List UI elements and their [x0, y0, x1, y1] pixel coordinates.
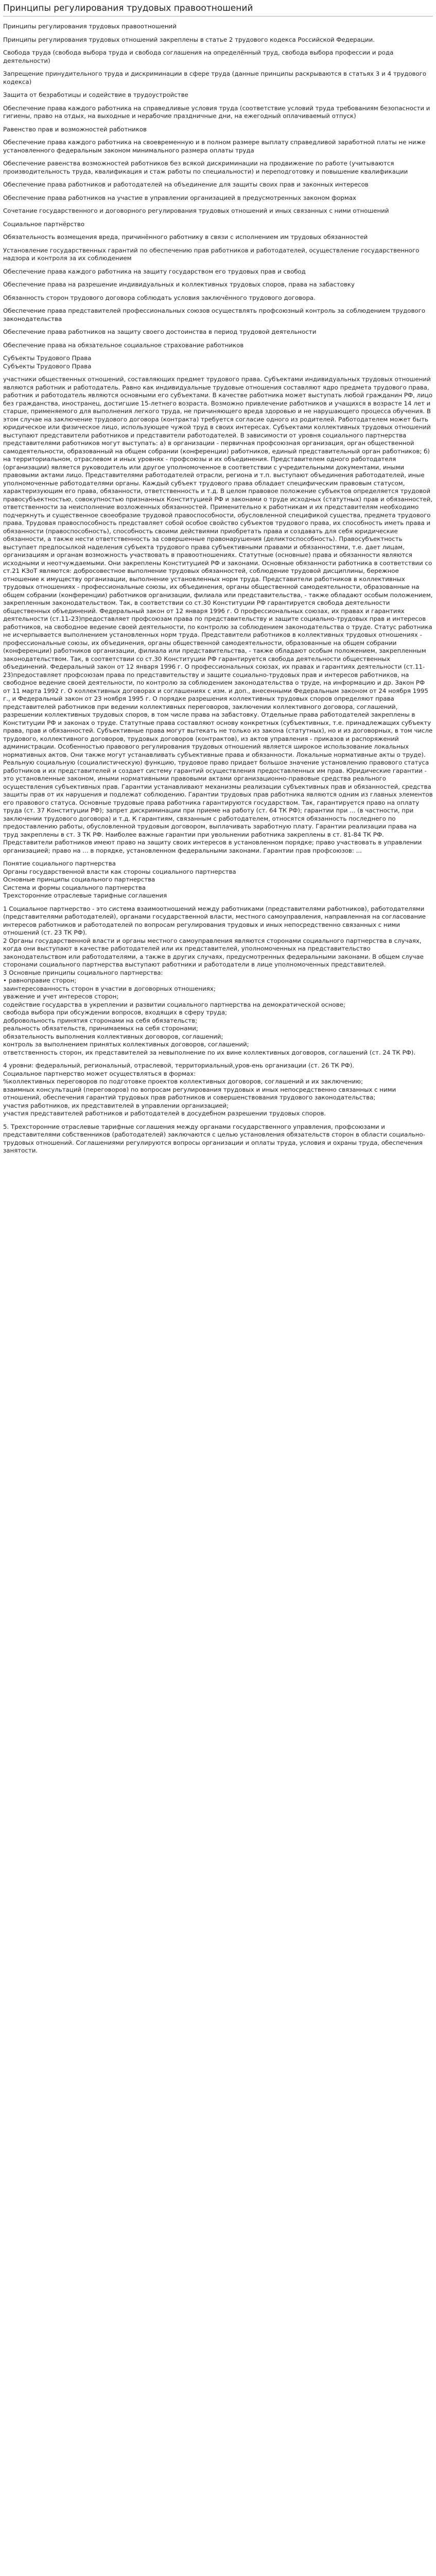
page-title: Принципы регулирования трудовых правоотношений [3, 3, 253, 13]
paragraph: Обеспечение равенства возможностей работников без всякой дискриминации на продвижение по работе (учитываются производительность труда, квалификация и стаж работы по специальности) и переподготовку и повышение квалификации [3, 160, 408, 175]
paragraph: Обеспечение права работников на участие в управлении организацией в предусмотренных законом формах [3, 194, 357, 201]
paragraph: Обязанность сторон трудового договора соблюдать условия заключённого трудового договора. [3, 294, 316, 301]
paragraph: Защита от безработицы и содействие в трудоустройстве [3, 91, 188, 98]
paragraph: Субъекты Трудового Права Субъекты Трудового Права [3, 354, 92, 370]
paragraph: Свобода труда (свобода выбора труда и свобода соглашения на определённый труд, свобода выбора профессии и рода деятельности) [3, 49, 394, 64]
paragraph: участники общественных отношений, составляющих предмет трудового права. Субъектами индивидуальных трудовых отношений являются работник и работодатель. Равно как индивидуальные трудовые отношения составляют ядро предмета трудового права, работник и работодатель являются основными его субъектами. В качестве работника может выступать любой гражданин РФ, лицо без гражданства, иностранец, достигшие 15-летнего возраста. Возможно привлечение работников и учащихся в возрасте 14 лет и старше, применяемого для выполнения легкого труда, не причиняющего вреда здоровью и не нарушающего процесса обучения. В этом случае на заключение трудового договора (контракта) требуется согласие одного из родителей. Работодателем может быть юридическое или физическое лицо, использующее чужой труд в своих интересах. Субъектами коллективных трудовых отношений выступают представители работников и представители работодателей. В зависимости от уровня социального партнерства представителями работников могут выступать: а) в организации - первичная профсоюзная организация, орган общественной самодеятельности, образованный на общем собрании (конференции) работников, единый представительный орган работников; б) на территориальном, отраслевом и иных уровнях - профсоюзы и их объединения. Представителем одного работодателя (организации) является руководитель или другое уполномоченное в соответствии с учредительными документами, иными правовыми актами лицо. Представителями работодателей отрасли, региона и т.п. выступают объединения работодателей, иные уполномоченные работодателями органы. Каждый субъект трудового права обладает специфическим правовым статусом, характеризующим его права, обязанности, ответственность и т.д. В целом правовое положение субъектов определяется трудовой правосубъектностью, совокупностью признанных Конституцией РФ и законами о труде исходных (статутных) прав и обязанностей, ответственности за неисполнение возложенных обязанностей. Применительно к работникам и их представителям необходимо подчеркнуть и существенное своеобразие трудовой правоспособности, обусловленной спецификой существа, предмета трудового права. Трудовая правоспособность представляет собой особое свойство субъектов трудового права, их способность иметь права и обязанности (правоспособность), способность своими действиями приобретать права и создавать для себя юридические обязанности, а также нести ответственность за совершенные правонарушения (деликтоспособность). Правосубъектность выступает предпосылкой наделения субъекта трудового права субъективными правами и обязанностями, т.е. дает лицам, организациям и органам возможность участвовать в правоотношениях. Статутные (основные) права и обязанности являются исходными и неотчуждаемыми. Они закреплены Конституцией РФ и законами. Основные обязанности работника в соответствии со ст.21 КЗоТ являются: добросовестное выполнение трудовых обязанностей, соблюдение трудовой дисциплины, бережное отношение к имуществу организации, выполнение установленных норм труда. Представители работников в коллективных трудовых отношениях - профессиональные союзы, их объединения, органы общественной самодеятельности, образованные на общем собрании (конференции) работников организации, филиала или представительства, - также обладают особым положением, закрепленным законодательством. Так, в соответствии со ст.30 Конституции РФ гарантируется свобода деятельности общественных объединений. Федеральный закон от 12 января 1996 г. О профессиональных союзах, их правах и гарантиях деятельности (ст.11-23)предоставляет профсоюзам права по представительству и защите социально-трудовых прав и интересов работников, на свободное ведение своей деятельности, по контролю за соблюдением законодательства о труде. Статус работника не исчерпывается выполнением установленных норм труда. Представители работников в коллективных трудовых отношениях - профессиональные союзы, их объединения, органы общественной самодеятельности, образованные на общем собрании (конференции) работников организации, филиала или представительства, - также обладают особым положением, закрепленным законодательством. Так, в соответствии со ст.30 Конституции РФ гарантируется свобода деятельности общественных объединений. Федеральный закон от 12 января 1996 г. О профессиональных союзах, их правах и гарантиях деятельности (ст.11-23)предоставляет профсоюзам права по представительству и защите социально-трудовых прав и интересов работников, на свободное ведение своей деятельности, по контролю за соблюдением законодательства о труде, на информацию и др. Закон РФ от 11 марта 1992 г. О коллективных договорах и соглашениях с изм. и доп., внесенными Федеральным законом от 24 ноября 1995 г., и Федеральный закон от 23 ноября 1995 г. О порядке разрешения коллективных трудовых споров определяют права представителей работников при ведении коллективных переговоров, заключении коллективного договора, соглашений, разрешении коллективных трудовых споров, в том числе права на забастовку. Отдельные права работодателей закреплены в Конституции РФ и законах о труде. Статутные права составляют основу конкретных (субъективных, т.е. принадлежащих субъекту права, прав и обязанностей. Субъективные права могут вытекать не только из закона (статутных), но и из договорных, в том числе трудового, коллективного договоров, трудовых договоров (контрактов), из актов управления - приказов и распоряжений администрации. Особенностью правового регулирования трудовых отношений является широкое использование локальных нормативных актов. Они также могут устанавливать субъективные права и обязанности. Локальные нормативные акты о труде). Реальную социальную (социалистическую) функцию, трудовое право придает большое значение установлению правового статуса работников и их представителей и создает систему гарантий осуществления предоставленных им прав. Юридические гарантии - это установленные законом, иными нормативными правовыми актами организационно-правовые средства реального осуществления субъективных прав. Гарантии устанавливают механизмы реализации субъективных прав и обязанностей, средства защиты прав от их нарушения и подлежат соблюдению. Гарантии трудовых прав работника являются одним из главных элементов его правового статуса. Основные трудовые права работника гарантируются государством. Так, гарантируется право на оплату труда (ст. 37 Конституции РФ); запрет дискриминации при приеме на работу (ст. 64 ТК РФ); гарантии при ... (в частности, при заключении трудового договора) и т.д. К гарантиям, связанным с работодателем, относятся обязанность последнего по предоставлению работы, обусловленной трудовым договором, выплачивать заработную плату. Гарантии реализации права на труд закреплены в ст. 3 ТК РФ. Наиболее важные гарантии при увольнении работника закреплены в ст. 81-84 ТК РФ. Представители работников имеют право на защиту своих интересов в установленном порядке; право участвовать в управлении организацией; право на ... в порядке, установленном федеральными законами. Гарантии прав профсоюзов: ... [3, 376, 433, 854]
paragraph: Обеспечение права на обязательное социальное страхование работников [3, 341, 244, 349]
paragraph: Равенство прав и возможностей работников [3, 125, 147, 133]
paragraph: Принципы регулирования трудовых правоотношений [3, 23, 177, 30]
paragraph: Обеспечение права каждого работника на справедливые условия труда (соответствие условий труда требованиям безопасности и гигиены, право на отдых, на выходные и нерабочие праздничные дни, на ежегодный оплачиваемый отпуск) [3, 104, 430, 120]
paragraph: Установление государственных гарантий по обеспечению прав работников и работодателей, осуществление государственного надзора и контроля за их соблюдением [3, 246, 420, 262]
paragraph: 1 Социальное партнерство - это система взаимоотношений между работниками (представителями работников), работодателями (представителями работодателей), органами государственной власти, местного самоуправления, направленная на согласование интересов работников и работодателей по вопросам регулирования трудовых и иных непосредственно связанных с ними отношений (ст. 23 ТК РФ). 2 Органы государственной власти и органы местного самоуправления являются сторонами социального партнерства в случаях, когда они выступают в качестве работодателей или их представителей, уполномоченных на представительство законодательством или работодателями, а также в других случаях, предусмотренных федеральными законами. В общем случае сторонами социального партнерства выступают работники и работодатели в лице уполномоченных представителей. 3 Основные принципы социального партнерства: • равноправие сторон; заинтересованность сторон в участии в договорных отношениях; уважение и учет интересов сторон; содействие государства в укреплении и развитии социального партнерства на демократической основе; свобода выбора при обсуждении вопросов, входящих в сферу труда; добровольность принятия сторонами на себя обязательств; реальность обязательств, принимаемых на себя сторонами; обязательность выполнения коллективных договоров, соглашений; контроль за выполнением принятых коллективных договоров, соглашений; ответственность сторон, их представителей за невыполнение по их вине коллективных договоров, соглашений (ст. 24 ТК РФ). [3, 905, 426, 1056]
article-body [3, 23, 433, 1155]
paragraph: Обеспечение права на разрешение индивидуальных и коллективных трудовых споров, права на забастовку [3, 281, 355, 288]
paragraph: 4 уровни: федеральный, региональный, отраслевой, территориальный,уров-ень организации (ст. 26 ТК РФ). Социальное партнерство может осуществляться в формах: %коллективных переговоров по подготовке проектов коллективных договоров, соглашений и их заключению; взаимных консультаций (переговоров) по вопросам регулирования трудовых и иных непосредственно связанных с ними отношений, обеспечения гарантий трудовых прав работников и совершенствования трудового законодательства; участия работников, их представителей в управлении организацией; участия представителей работников и работодателей в досудебном разрешении трудовых споров. [3, 1062, 396, 1117]
paragraph: 5. Трехсторонние отраслевые тарифные соглашения между органами государственного управления, профсоюзами и представителями собственников (работодателей) заключаются с целью установления обязательств сторон в области социально-трудовых отношений. Соглашениями регулируются вопросы организации и оплаты труда, условия и охраны труда, обеспечения занятости. [3, 1123, 425, 1154]
paragraph: Обеспечение права представителей профессиональных союзов осуществлять профсоюзный контроль за соблюдением трудового законодательства [3, 307, 426, 323]
paragraph: Принципы регулирования трудовых отношений закреплены в статье 2 трудового кодекса Российской Федерации. [3, 36, 375, 43]
paragraph: Понятие социального партнерства Органы государственной власти как стороны социального партнерства Основные принципы социального партнерства Система и формы социального партнерства Трехсторонние отраслевые тарифные соглашения [3, 860, 236, 899]
article-page [0, 0, 436, 1155]
paragraph: Социальное партнёрство [3, 220, 85, 228]
paragraph: Обеспечение права работников и работодателей на объединение для защиты своих прав и законных интересов [3, 181, 369, 188]
paragraph: Обеспечение права каждого работника на защиту государством его трудовых прав и свобод [3, 267, 306, 275]
paragraph: Обеспечение права работников на защиту своего достоинства в период трудовой деятельности [3, 328, 317, 335]
paragraph: Сочетание государственного и договорного регулирования трудовых отношений и иных связанных с ними отношений [3, 207, 389, 214]
paragraph: Запрещение принудительного труда и дискриминации в сфере труда (данные принципы раскрываются в статьях 3 и 4 трудового кодекса) [3, 70, 427, 86]
paragraph: Обеспечение права каждого работника на своевременную и в полном размере выплату справедливой заработной платы не ниже установленного федеральным законом минимального размера оплаты труда [3, 139, 426, 154]
paragraph: Обязательность возмещения вреда, причинённого работнику в связи с исполнением им трудовых обязанностей [3, 233, 368, 241]
